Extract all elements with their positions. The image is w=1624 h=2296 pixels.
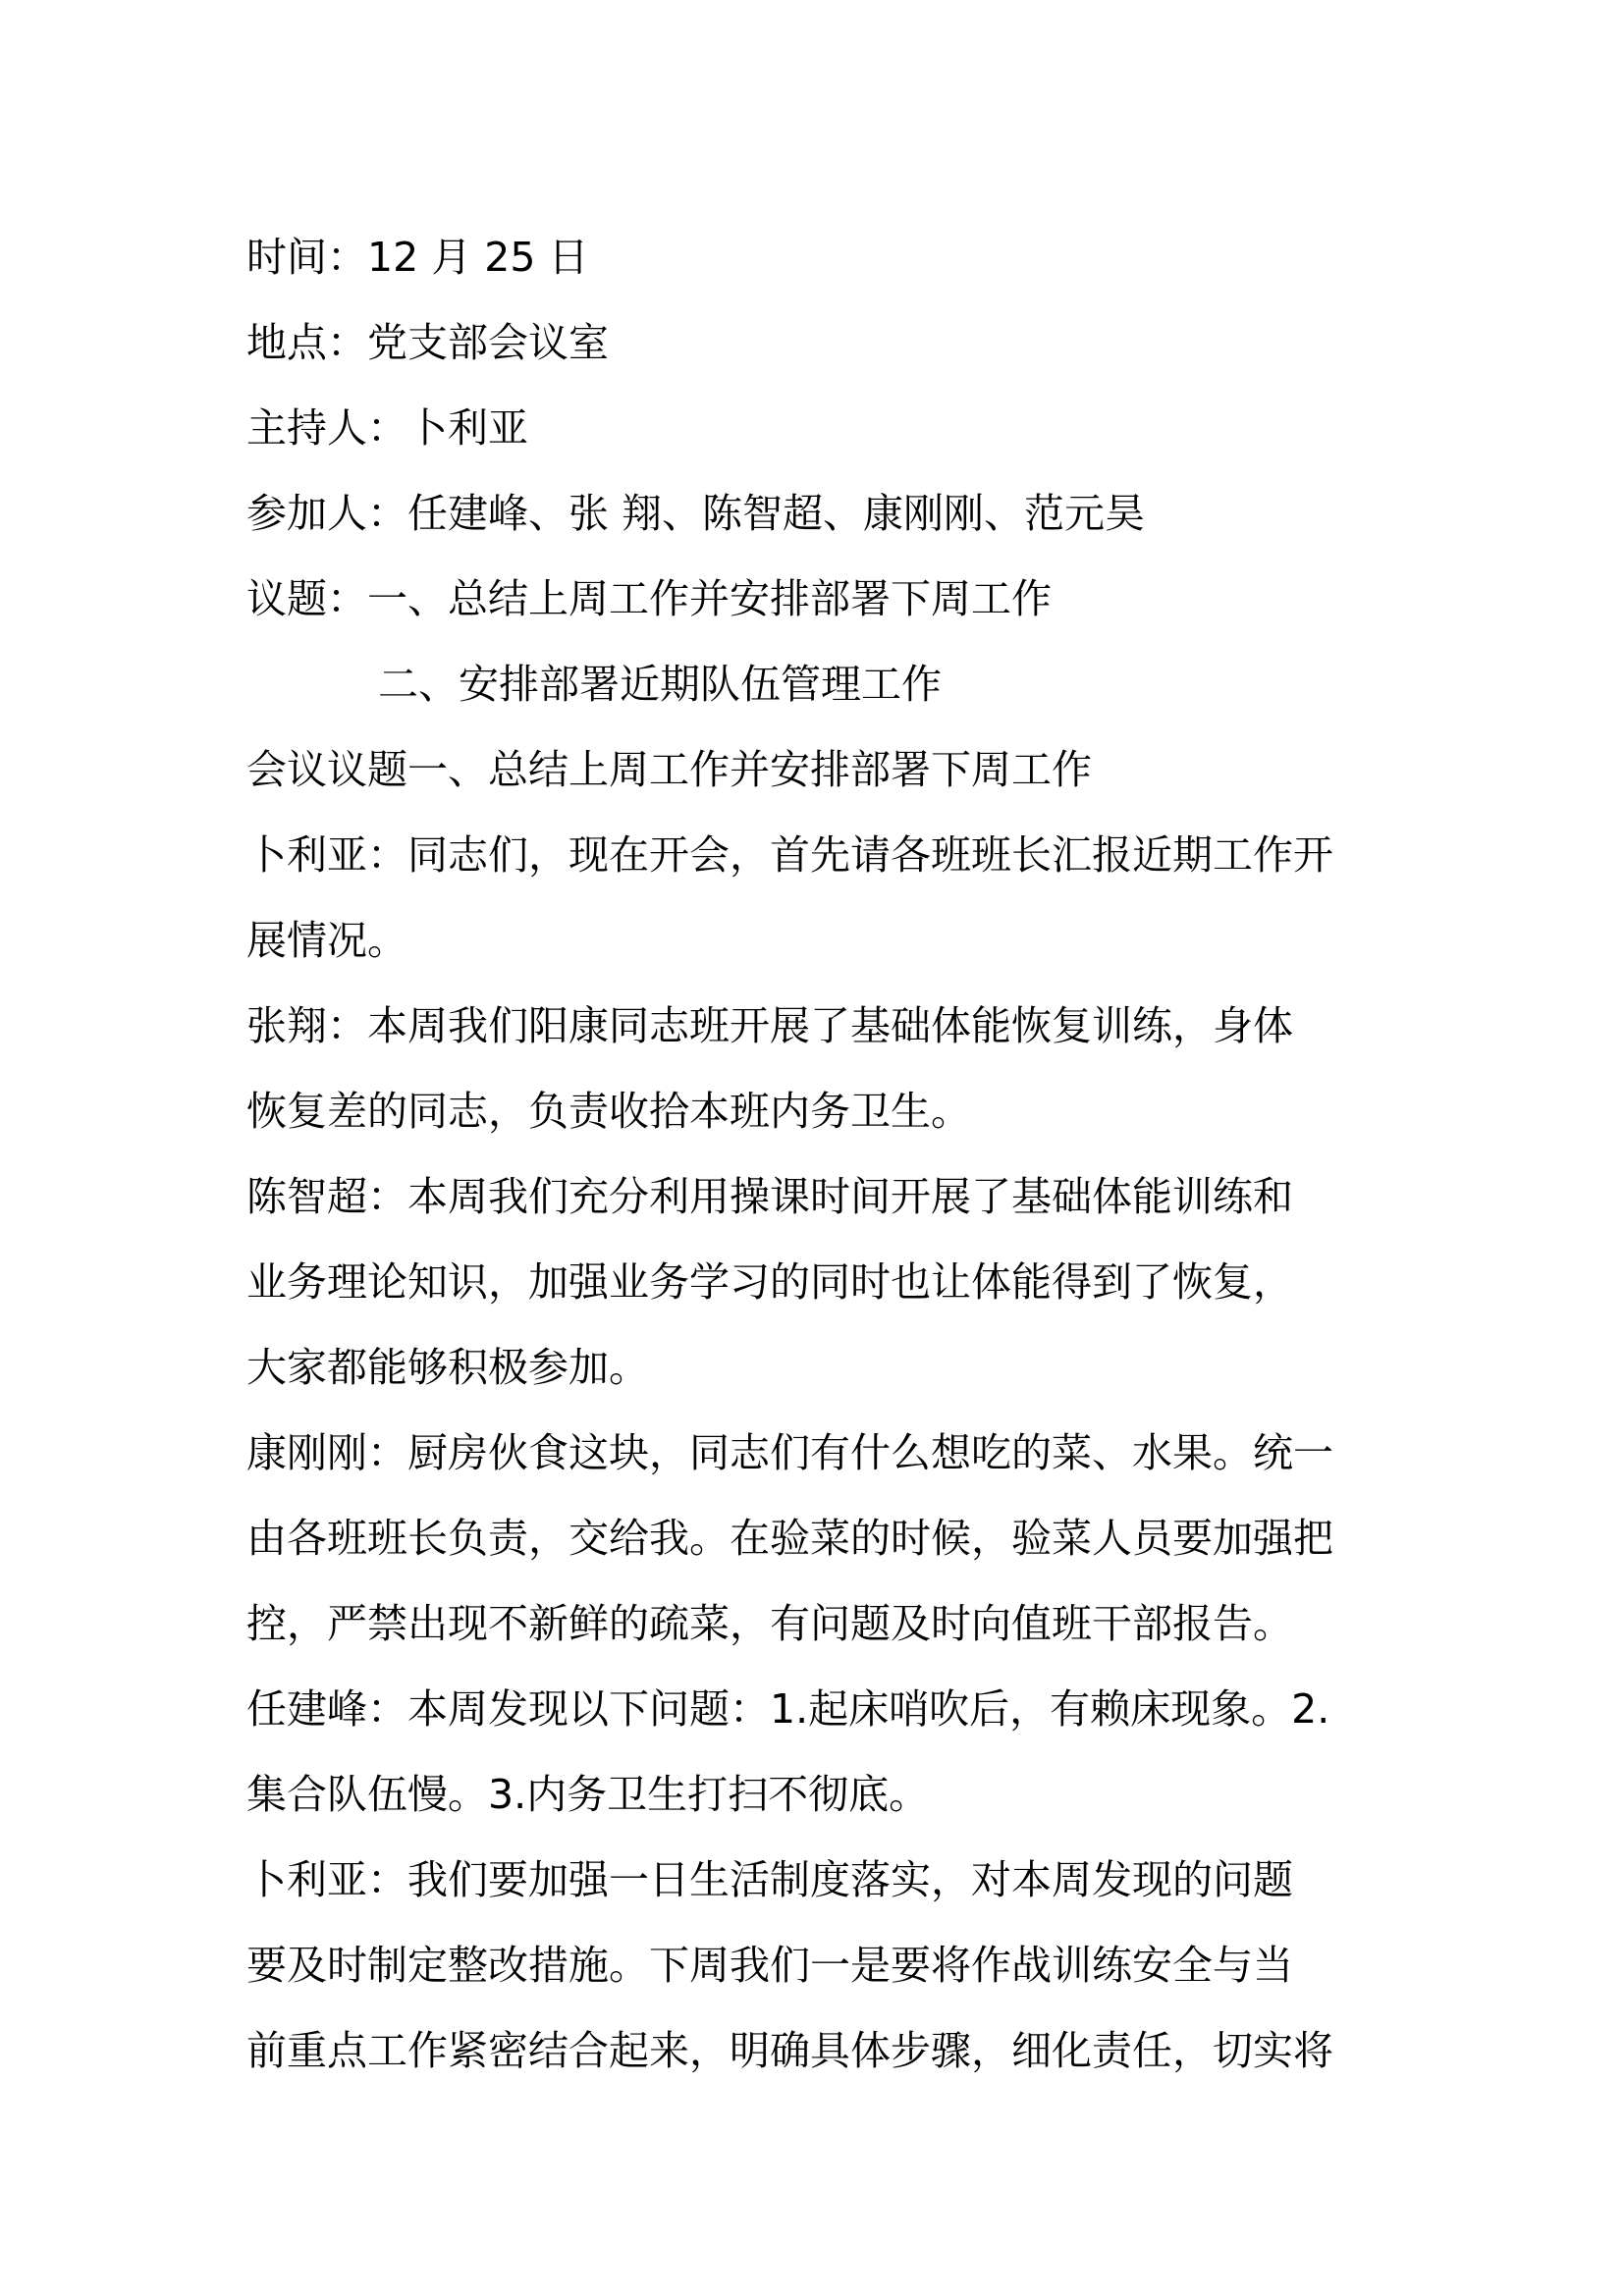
meeting-host: 主持人：卜利亚 <box>246 404 528 452</box>
paragraph-line: 展情况。 <box>246 917 407 964</box>
paragraph-line: 前重点工作紧密结合起来，明确具体步骤，细化责任，切实将 <box>246 2027 1333 2074</box>
meeting-location: 地点：党支部会议室 <box>246 319 609 366</box>
meeting-time: 时间：12 月 25 日 <box>246 234 589 281</box>
agenda-item-2: 二、安排部署近期队伍管理工作 <box>378 661 942 708</box>
meeting-participants: 参加人：任建峰、张 翔、陈智超、康刚刚、范元昊 <box>246 490 1146 537</box>
paragraph-line: 大家都能够积极参加。 <box>246 1344 649 1391</box>
paragraph-line: 要及时制定整改措施。下周我们一是要将作战训练安全与当 <box>246 1942 1293 1989</box>
paragraph-line: 控，严禁出现不新鲜的疏菜，有问题及时向值班干部报告。 <box>246 1600 1293 1647</box>
paragraph-line: 业务理论知识，加强业务学习的同时也让体能得到了恢复， <box>246 1258 1293 1306</box>
paragraph-line: 康刚刚：厨房伙食这块，同志们有什么想吃的菜、水果。统一 <box>246 1429 1333 1476</box>
paragraph-line: 集合队伍慢。3.内务卫生打扫不彻底。 <box>246 1771 930 1818</box>
paragraph-line: 任建峰：本周发现以下问题：1.起床哨吹后，有赖床现象。2. <box>246 1685 1330 1733</box>
paragraph-line: 恢复差的同志，负责收拾本班内务卫生。 <box>246 1088 971 1135</box>
paragraph-line: 卜利亚：我们要加强一日生活制度落实，对本周发现的问题 <box>246 1856 1293 1903</box>
paragraph-line: 张翔：本周我们阳康同志班开展了基础体能恢复训练，身体 <box>246 1002 1293 1049</box>
paragraph-line: 由各班班长负责，交给我。在验菜的时候，验菜人员要加强把 <box>246 1515 1333 1562</box>
agenda-item-1: 议题：一、总结上周工作并安排部署下周工作 <box>246 575 1052 622</box>
paragraph-line: 卜利亚：同志们，现在开会，首先请各班班长汇报近期工作开 <box>246 831 1333 879</box>
paragraph-line: 陈智超：本周我们充分利用操课时间开展了基础体能训练和 <box>246 1173 1293 1220</box>
section-title: 会议议题一、总结上周工作并安排部署下周工作 <box>246 746 1092 793</box>
